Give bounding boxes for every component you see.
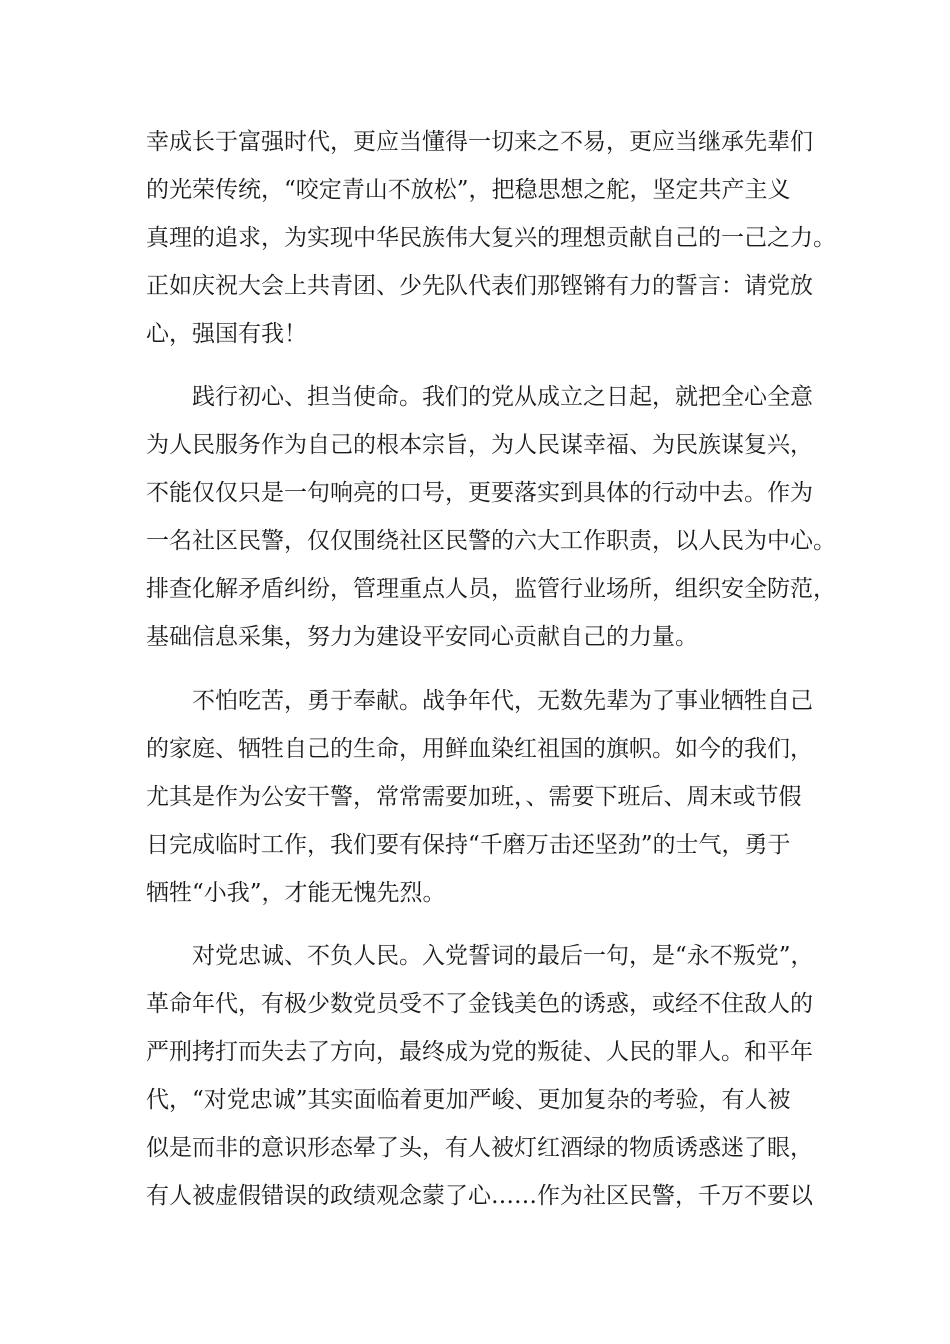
text-line: 代，“对党忠诚”其实面临着更加严峻、更加复杂的考验，有人被 bbox=[146, 1087, 791, 1113]
text-line: 有人被虚假错误的政绩观念蒙了心……作为社区民警，千万不要以 bbox=[146, 1183, 813, 1209]
text-line: 日完成临时工作，我们要有保持“千磨万击还坚劲”的士气，勇于 bbox=[146, 832, 791, 858]
text-line: 正如庆祝大会上共青团、少先队代表们那铿锵有力的誓言：请党放 bbox=[146, 273, 813, 299]
text-line: 一名社区民警，仅仅围绕社区民警的六大工作职责，以人民为中心。 bbox=[146, 528, 836, 554]
paragraph-first-line: 践行初心、担当使命。我们的党从成立之日起，就把全心全意 bbox=[192, 384, 813, 410]
text-line: 不能仅仅只是一句响亮的口号，更要落实到具体的行动中去。作为 bbox=[146, 480, 813, 506]
text-line: 严刑拷打而失去了方向，最终成为党的叛徒、人民的罪人。和平年 bbox=[146, 1039, 813, 1065]
text-line: 的家庭、牺牲自己的生命，用鲜血染红祖国的旗帜。如今的我们， bbox=[146, 736, 813, 762]
text-line: 尤其是作为公安干警，常常需要加班，、需要下班后、周末或节假 bbox=[146, 784, 802, 810]
text-line: 的光荣传统，“咬定青山不放松”，把稳思想之舵，坚定共产主义 bbox=[146, 177, 791, 203]
paragraph-first-line: 对党忠诚、不负人民。入党誓词的最后一句，是“永不叛党”， bbox=[192, 943, 814, 969]
text-line: 为人民服务作为自己的根本宗旨，为人民谋幸福、为民族谋复兴， bbox=[146, 432, 813, 458]
text-line: 幸成长于富强时代，更应当懂得一切来之不易，更应当继承先辈们 bbox=[146, 129, 813, 155]
paragraph-first-line: 不怕吃苦，勇于奉献。战争年代，无数先辈为了事业牺牲自己 bbox=[192, 688, 813, 714]
text-line: 排查化解矛盾纠纷，管理重点人员，监管行业场所，组织安全防范， bbox=[146, 576, 836, 602]
text-line: 似是而非的意识形态晕了头，有人被灯红酒绿的物质诱惑迷了眼， bbox=[146, 1135, 813, 1161]
text-line: 心，强国有我！ bbox=[146, 321, 307, 347]
text-line: 基础信息采集，努力为建设平安同心贡献自己的力量。 bbox=[146, 624, 698, 650]
text-line: 牺牲“小我”，才能无愧先烈。 bbox=[146, 880, 446, 906]
text-line: 真理的追求，为实现中华民族伟大复兴的理想贡献自己的一己之力。 bbox=[146, 225, 836, 251]
text-line: 革命年代，有极少数党员受不了金钱美色的诱惑，或经不住敌人的 bbox=[146, 991, 813, 1017]
